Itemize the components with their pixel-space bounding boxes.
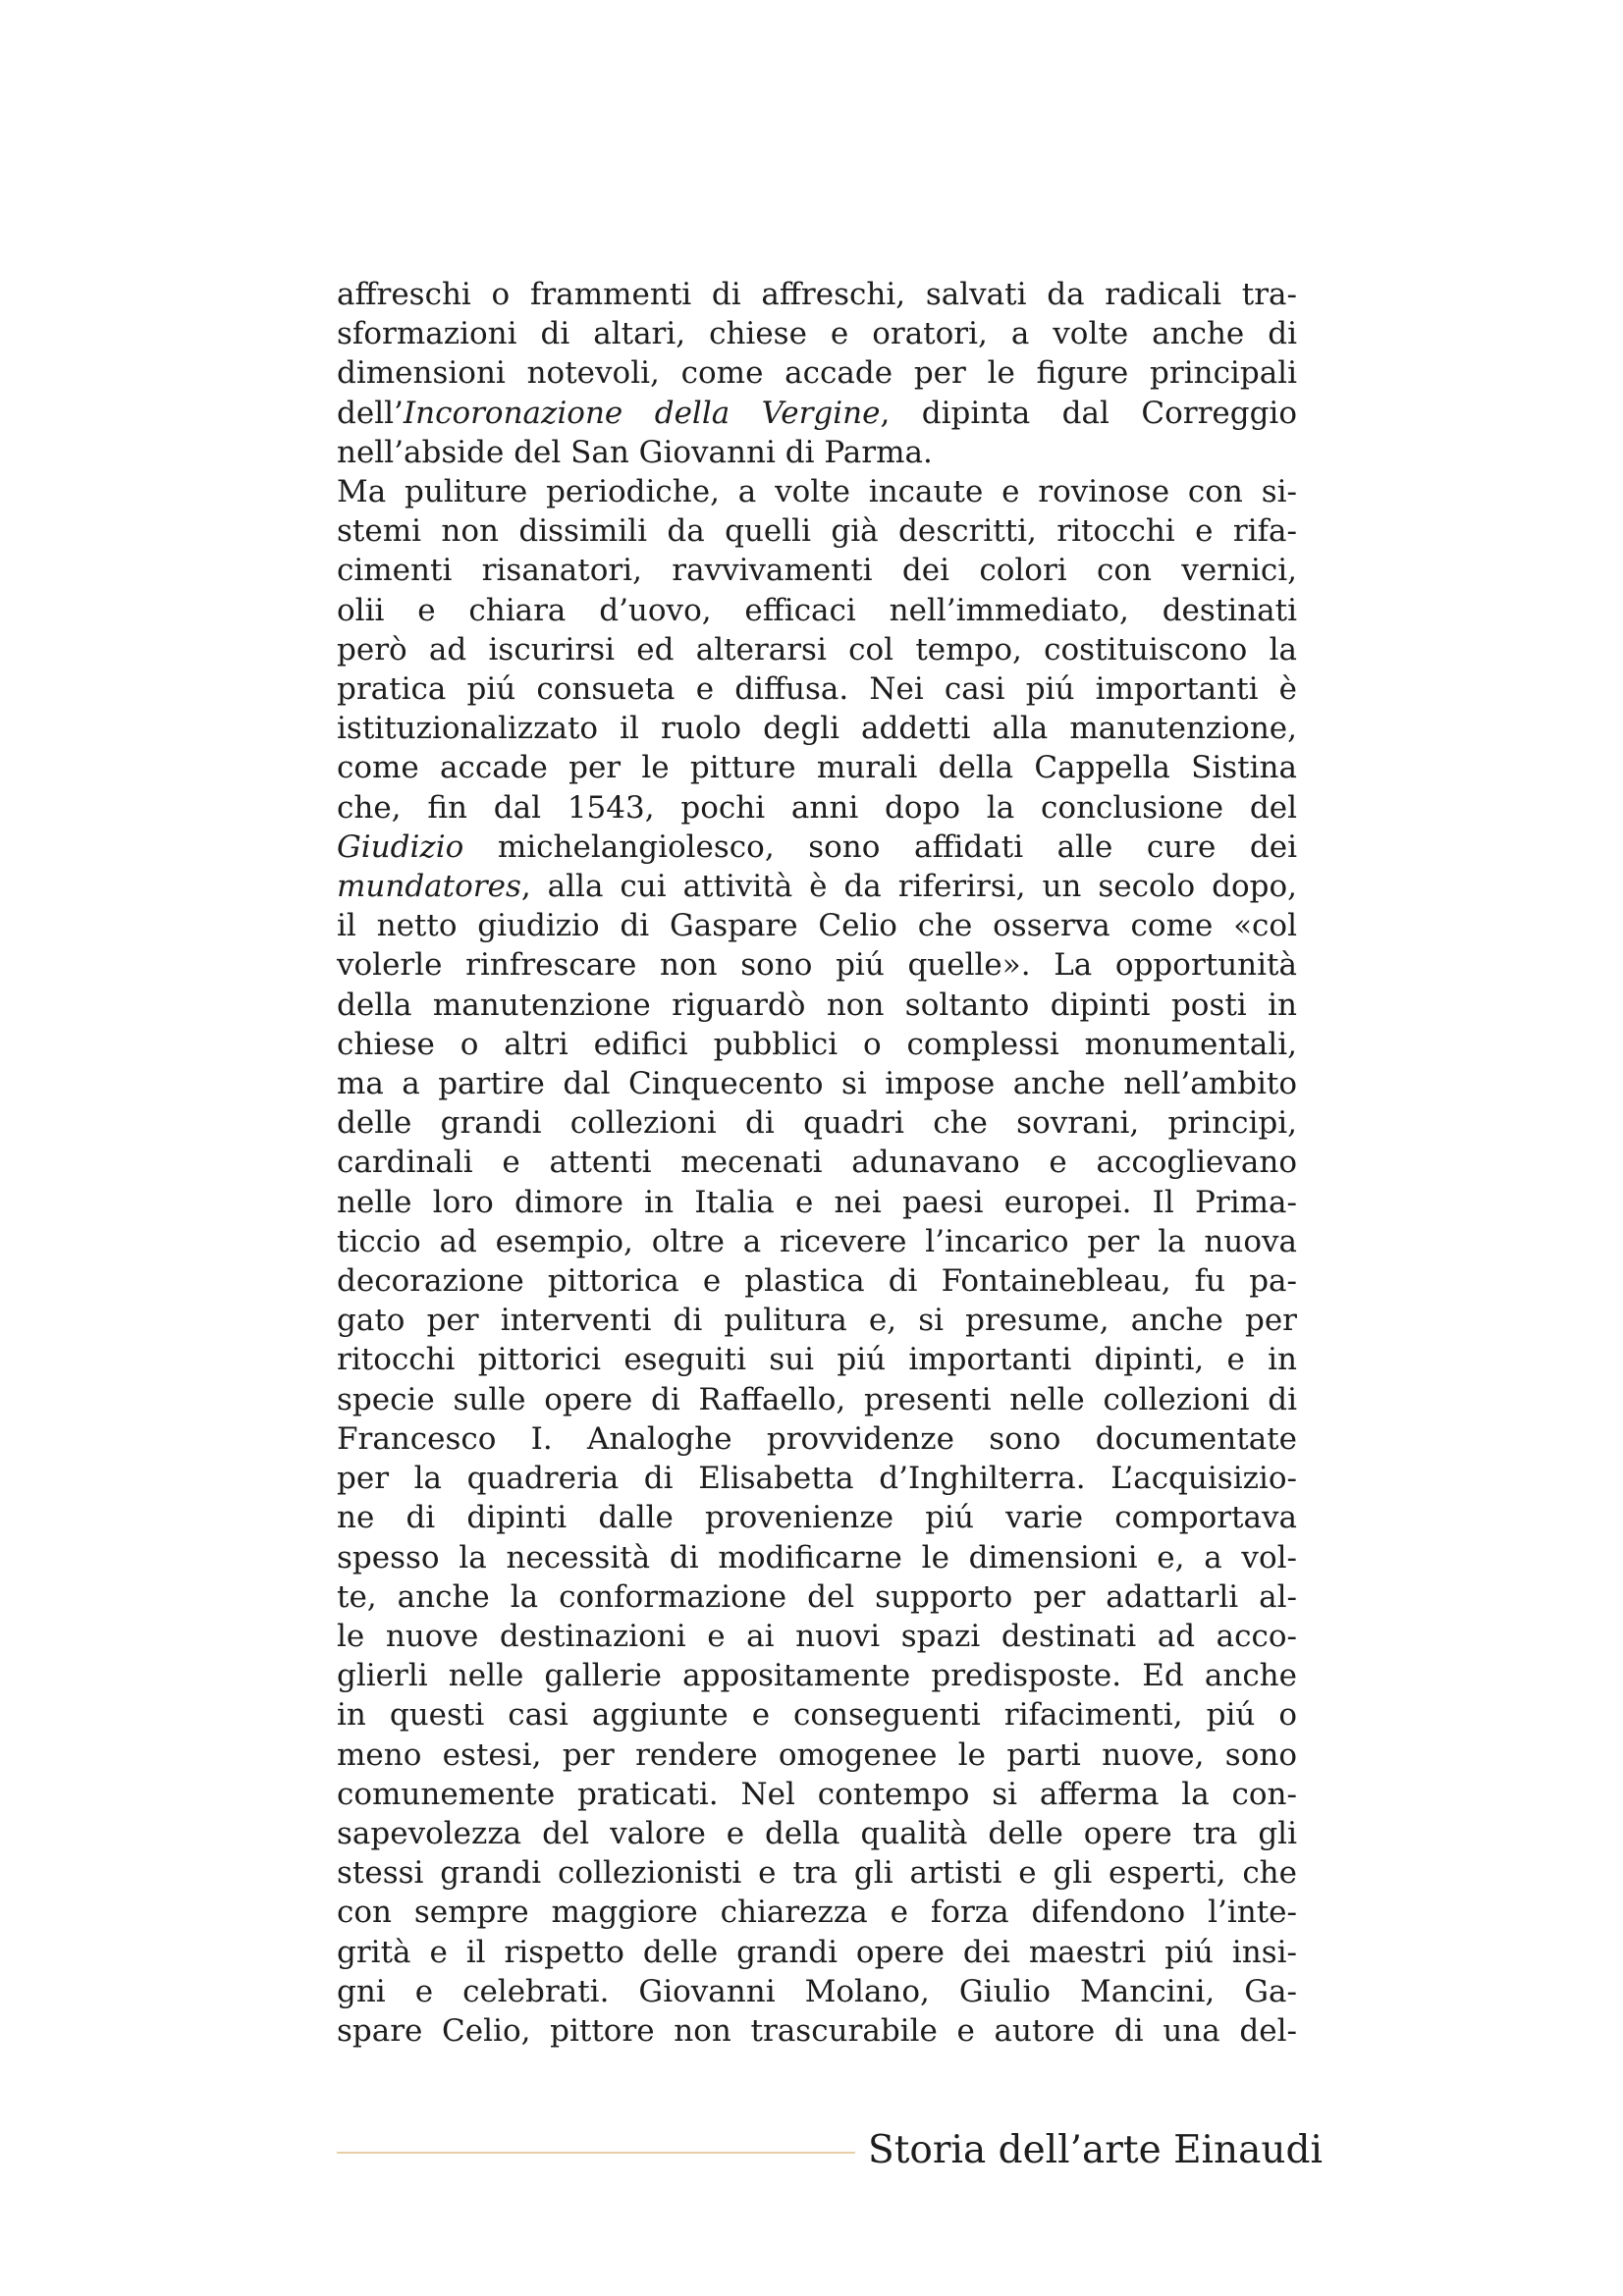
text-line — [337, 1972, 1297, 2011]
text-line — [337, 1538, 1297, 1577]
text-run: stessi grandi collezionisti e tra gli artisti e gli esperti, che — [337, 1855, 1297, 1892]
text-line — [337, 1301, 1297, 1340]
text-run: michelangiolesco, sono affidati alle cure dei — [463, 828, 1297, 865]
text-run: gato per interventi di pulitura e, si presume, anche per — [337, 1303, 1297, 1339]
text-line — [337, 1222, 1297, 1261]
text-run: nelle loro dimore in Italia e nei paesi europei. Il Prima- — [337, 1184, 1297, 1220]
text-run: chiese o altri edifici pubblici o complessi monumentali, — [337, 1026, 1297, 1062]
text-line — [337, 1695, 1297, 1735]
text-line — [337, 788, 1297, 828]
text-run: istituzionalizzato il ruolo degli addetti alla manutenzione, — [337, 711, 1297, 747]
text-run: in questi casi aggiunte e conseguenti rifacimenti, piú o — [337, 1697, 1297, 1734]
text-run: spare Celio, pittore non trascurabile e autore di una del- — [337, 2012, 1297, 2049]
text-line — [337, 1933, 1297, 1972]
paragraph — [337, 275, 1297, 472]
text-line — [337, 1893, 1297, 1932]
text-line — [337, 1656, 1297, 1695]
text-run: nell’abside del San Giovanni di Parma. — [337, 434, 933, 470]
text-run: cimenti risanatori, ravvivamenti dei colori con vernici, — [337, 553, 1297, 589]
text-run: comunemente praticati. Nel contempo si afferma la con- — [337, 1776, 1297, 1812]
text-run: Francesco I. Analoghe provvidenze sono documentate — [337, 1420, 1297, 1457]
text-run: meno estesi, per rendere omogenee le parti nuove, sono — [337, 1736, 1297, 1773]
text-line — [337, 709, 1297, 748]
text-line — [337, 394, 1297, 433]
text-run: sapevolezza del valore e della qualità delle opere tra gli — [337, 1815, 1297, 1851]
text-line — [337, 591, 1297, 630]
text-line — [337, 1380, 1297, 1419]
text-run: , dipinta dal Correggio — [880, 395, 1297, 431]
text-run: Ma puliture periodiche, a volte incaute e rovinose con si- — [337, 474, 1297, 510]
text-line — [337, 275, 1297, 314]
text-run: volerle rinfrescare non sono piú quelle». La opportunità — [337, 947, 1297, 984]
text-line — [337, 2011, 1297, 2051]
text-run: decorazione pittorica e plastica di Fontainebleau, fu pa- — [337, 1263, 1297, 1300]
italic-text: Giudizio — [337, 828, 464, 865]
text-line — [337, 1814, 1297, 1853]
text-line — [337, 945, 1297, 985]
text-run: cardinali e attenti mecenati adunavano e accoglievano — [337, 1145, 1297, 1181]
text-run: però ad iscurirsi ed alterarsi col tempo, costituiscono la — [337, 631, 1297, 667]
text-run: della manutenzione riguardò non soltanto dipinti posti in — [337, 987, 1297, 1023]
text-run: ma a partire dal Cinquecento si impose anche nell’ambito — [337, 1066, 1297, 1102]
text-run: spesso la necessità di modificarne le dimensioni e, a vol- — [337, 1539, 1297, 1575]
text-line — [337, 472, 1297, 511]
text-line — [337, 1735, 1297, 1775]
text-run: dimensioni notevoli, come accade per le figure principali — [337, 355, 1297, 392]
italic-text: mundatores — [337, 869, 521, 905]
text-line — [337, 669, 1297, 709]
text-run: dell’ — [337, 395, 404, 431]
text-run: le nuove destinazioni e ai nuovi spazi destinati ad acco- — [337, 1618, 1297, 1654]
text-line — [337, 867, 1297, 906]
text-line — [337, 1103, 1297, 1143]
text-line — [337, 748, 1297, 787]
text-run: con sempre maggiore chiarezza e forza difendono l’inte- — [337, 1895, 1297, 1931]
paragraph — [337, 472, 1297, 2051]
text-line — [337, 551, 1297, 590]
text-line — [337, 1775, 1297, 1814]
text-run: delle grandi collezioni di quadri che sovrani, principi, — [337, 1105, 1297, 1142]
text-line — [337, 1577, 1297, 1617]
text-line — [337, 1064, 1297, 1103]
text-line — [337, 1340, 1297, 1379]
text-line — [337, 828, 1297, 867]
text-run: glierli nelle gallerie appositamente predisposte. Ed anche — [337, 1658, 1297, 1694]
text-run: come accade per le pitture murali della Cappella Sistina — [337, 750, 1297, 786]
text-run: ritocchi pittorici eseguiti sui piú importanti dipinti, e in — [337, 1342, 1297, 1378]
text-run: stemi non dissimili da quelli già descritti, ritocchi e rifa- — [337, 513, 1297, 550]
text-line — [337, 1617, 1297, 1656]
text-run: specie sulle opere di Raffaello, presenti nelle collezioni di — [337, 1381, 1297, 1417]
body-text — [337, 275, 1297, 2051]
text-line — [337, 1143, 1297, 1182]
footer-rule — [337, 2152, 855, 2154]
text-run: per la quadreria di Elisabetta d’Inghilterra. L’acquisizio- — [337, 1461, 1297, 1497]
text-run: che, fin dal 1543, pochi anni dopo la conclusione del — [337, 789, 1297, 826]
italic-text: Incoronazione della Vergine — [403, 395, 881, 431]
text-run: sformazioni di altari, chiese e oratori, a volte anche di — [337, 316, 1297, 352]
text-run: ne di dipinti dalle provenienze piú varie comportava — [337, 1500, 1297, 1536]
text-run: ticcio ad esempio, oltre a ricevere l’incarico per la nuova — [337, 1223, 1297, 1259]
text-run: te, anche la conformazione del supporto per adattarli al- — [337, 1578, 1297, 1615]
text-line — [337, 1261, 1297, 1301]
text-line — [337, 1419, 1297, 1459]
footer-title: Storia dell’arte Einaudi — [868, 2128, 1323, 2172]
text-line — [337, 1183, 1297, 1222]
text-line — [337, 314, 1297, 353]
text-run: olii e chiara d’uovo, efficaci nell’immediato, destinati — [337, 592, 1297, 628]
text-line — [337, 1025, 1297, 1064]
text-line — [337, 630, 1297, 669]
text-run: gni e celebrati. Giovanni Molano, Giulio Mancini, Ga- — [337, 1973, 1297, 2009]
text-line — [337, 353, 1297, 393]
text-run: , alla cui attività è da riferirsi, un secolo dopo, — [520, 869, 1297, 905]
text-line — [337, 433, 1297, 472]
text-line — [337, 511, 1297, 551]
text-line — [337, 986, 1297, 1025]
text-line — [337, 1459, 1297, 1498]
text-run: grità e il rispetto delle grandi opere dei maestri piú insi- — [337, 1934, 1297, 1970]
text-line — [337, 1853, 1297, 1893]
text-run: il netto giudizio di Gaspare Celio che osserva come «col — [337, 908, 1297, 944]
text-line — [337, 1498, 1297, 1537]
text-run: pratica piú consueta e diffusa. Nei casi piú importanti è — [337, 671, 1297, 708]
text-run: affreschi o frammenti di affreschi, salvati da radicali tra- — [337, 277, 1297, 312]
text-line — [337, 906, 1297, 945]
